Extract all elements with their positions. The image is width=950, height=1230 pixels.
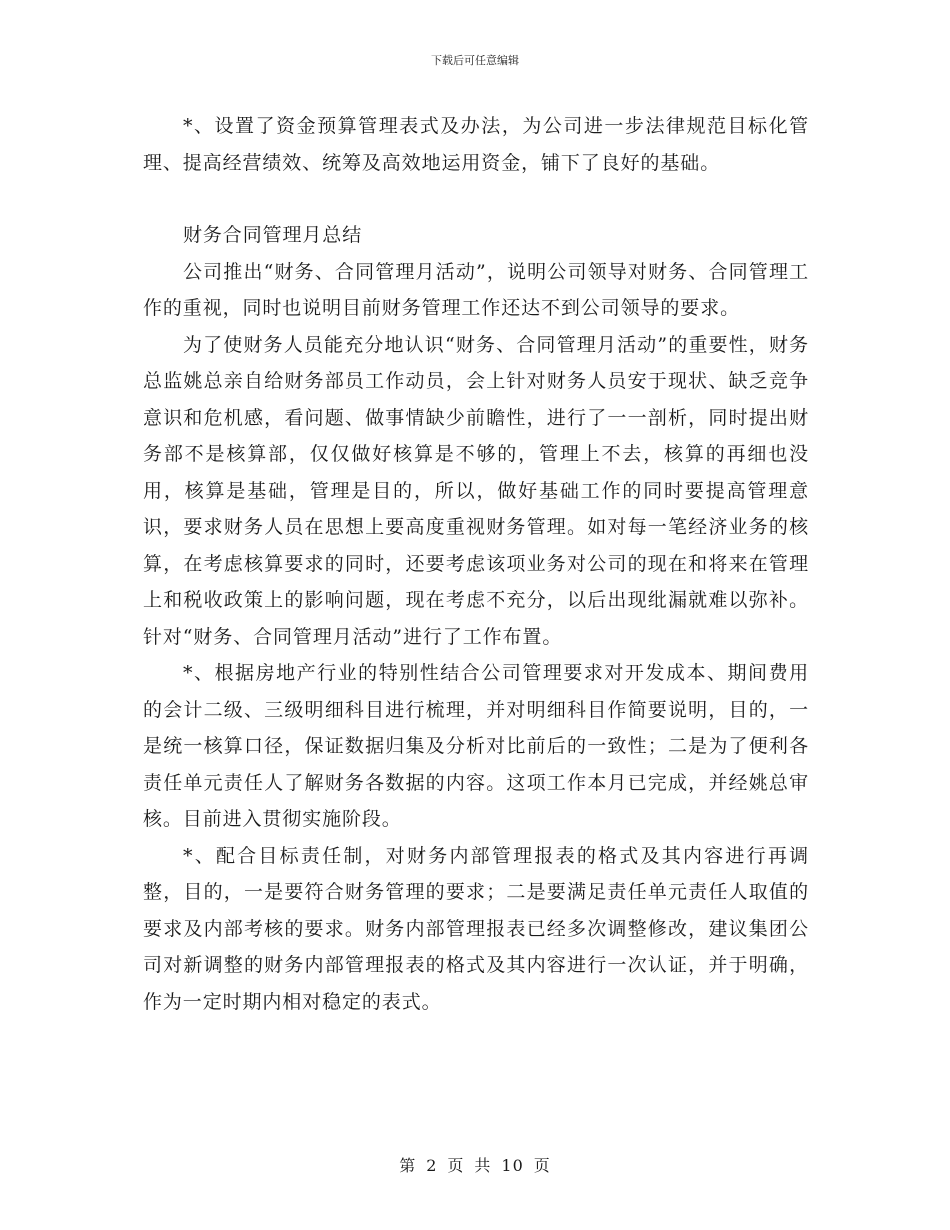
page-number (0, 1153, 950, 1176)
section-heading: 财务合同管理月总结 (183, 224, 363, 246)
paragraph-budget: *、设置了资金预算管理表式及办法，为公司进一步法律规范目标化管理、提高经营绩效、统筹及高效地运用资金，铺下了良好的基础。 (143, 115, 809, 174)
footer-label-unit: 页 (447, 1156, 465, 1175)
paragraph-mobilization: 为了使财务人员能充分地认识“财务、合同管理月活动”的重要性，财务总监姚总亲自给财务部员工作动员，会上针对财务人员安于现状、缺乏竞争意识和危机感，看问题、做事情缺少前瞻性，进行了一一剖析，同时提出财务部不是核算部，仅仅做好核算是不够的，管理上不去，核算的再细也没用，核算是基础，管理是目的，所以，做好基础工作的同时要提高管理意识，要求财务人员在思想上要高度重视财务管理。如对每一笔经济业务的核算，在考虑核算要求的同时，还要考虑该项业务对公司的现在和将来在管理上和税收政策上的影响问题，现在考虑不充分，以后出现纰漏就难以弥补。针对“财务、合同管理月活动”进行了工作布置。 (143, 333, 809, 648)
footer-label-total: 共 (474, 1156, 492, 1175)
paragraph-accounts: *、根据房地产行业的特别性结合公司管理要求对开发成本、期间费用的会计二级、三级明细科目进行梳理，并对明细科目作简要说明，目的，一是统一核算口径，保证数据归集及分析对比前后的一致性；二是为了便利各责任单元责任人了解财务各数据的内容。这项工作本月已完成，并经姚总审核。目前进入贯彻实施阶段。 (143, 662, 809, 830)
paragraph-reports: *、配合目标责任制，对财务内部管理报表的格式及其内容进行再调整，目的，一是要符合财务管理的要求；二是要满足责任单元责任人取值的要求及内部考核的要求。财务内部管理报表已经多次调整修改，建议集团公司对新调整的财务内部管理报表的格式及其内容进行一次认证，并于明确，作为一定时期内相对稳定的表式。 (143, 844, 809, 1013)
footer-total-pages: 10 (501, 1156, 524, 1175)
footer-label-page: 第 (399, 1156, 417, 1175)
document-body (143, 108, 809, 1020)
paragraph-intro: 公司推出“财务、合同管理月活动”，说明公司领导对财务、合同管理工作的重视，同时也说明目前财务管理工作还达不到公司领导的要求。 (143, 260, 809, 319)
footer-current-page: 2 (426, 1156, 438, 1175)
page-header: 下载后可任意编辑 (431, 54, 519, 67)
paragraph-gap (143, 181, 809, 217)
footer-label-unit-end: 页 (533, 1156, 551, 1175)
